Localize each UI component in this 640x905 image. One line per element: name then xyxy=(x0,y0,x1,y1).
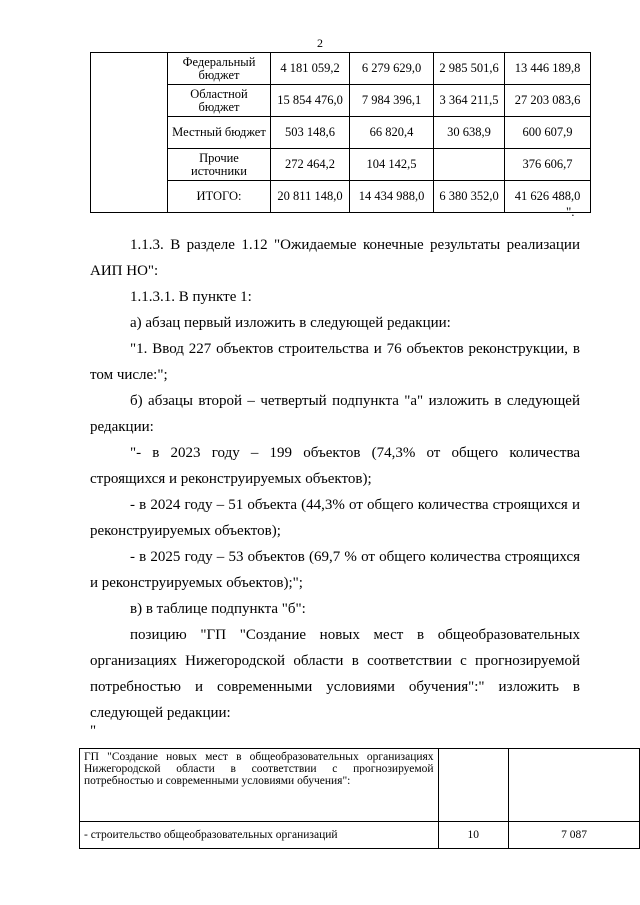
paragraph: а) абзац первый изложить в следующей редакции: xyxy=(130,315,451,331)
paragraph: - в 2024 году – 51 объекта (44,3% от общего количества строящихся и реконструируемых объектов); xyxy=(90,497,580,539)
table-row xyxy=(80,749,640,822)
value-cell: 30 638,9 xyxy=(434,117,505,149)
value-cell: 20 811 148,0 xyxy=(271,181,350,213)
value-cell: 272 464,2 xyxy=(271,149,350,181)
item-name-cell: - строительство общеобразовательных организаций xyxy=(80,822,439,849)
paragraph: "- в 2023 году – 199 объектов (74,3% от общего количества строящихся и реконструируемых объектов); xyxy=(90,445,580,487)
value-cell: 600 607,9 xyxy=(505,117,591,149)
value-cell: 41 626 488,0 xyxy=(505,181,591,213)
source-cell: Областной бюджет xyxy=(168,85,271,117)
value-cell: 66 820,4 xyxy=(350,117,434,149)
paragraph: 1.1.3.1. В пункте 1: xyxy=(130,289,252,305)
empty-cell xyxy=(509,749,640,822)
paragraph: в) в таблице подпункта "б": xyxy=(130,601,306,617)
program-name-cell: ГП "Создание новых мест в общеобразовательных организациях Нижегородской области в соответствии с прогнозируемой потребностью и современными условиями обучения": xyxy=(80,749,439,822)
amount-cell: 7 087 xyxy=(509,822,640,849)
opening-quote: " xyxy=(90,723,97,739)
paragraph: б) абзацы второй – четвертый подпункта "а" изложить в следующей редакции: xyxy=(90,393,580,435)
paragraph: позицию "ГП "Создание новых мест в общеобразовательных организациях Нижегородской области в соответствии с прогнозируемой потребностью и современными условиями обучения":" изложить в следующей редакции: xyxy=(90,627,580,721)
paragraph: 1.1.3. В разделе 1.12 "Ожидаемые конечные результаты реализации АИП НО": xyxy=(90,237,580,279)
value-cell: 14 434 988,0 xyxy=(350,181,434,213)
finance-table xyxy=(90,52,591,213)
paragraph: "1. Ввод 227 объектов строительства и 76 объектов реконструкции, в том числе:"; xyxy=(90,341,580,383)
value-cell: 6 279 629,0 xyxy=(350,53,434,85)
value-cell: 15 854 476,0 xyxy=(271,85,350,117)
value-cell: 7 984 396,1 xyxy=(350,85,434,117)
value-cell xyxy=(434,149,505,181)
value-cell: 13 446 189,8 xyxy=(505,53,591,85)
quantity-cell: 10 xyxy=(438,822,508,849)
value-cell: 503 148,6 xyxy=(271,117,350,149)
value-cell: 3 364 211,5 xyxy=(434,85,505,117)
value-cell: 2 985 501,6 xyxy=(434,53,505,85)
paragraph: - в 2025 году – 53 объектов (69,7 % от общего количества строящихся и реконструируемых объектов);"; xyxy=(90,549,580,591)
source-cell: ИТОГО: xyxy=(168,181,271,213)
source-cell: Прочие источники xyxy=(168,149,271,181)
source-cell: Федеральный бюджет xyxy=(168,53,271,85)
table-row xyxy=(80,822,640,849)
source-cell: Местный бюджет xyxy=(168,117,271,149)
empty-cell xyxy=(438,749,508,822)
blank-cell xyxy=(91,53,168,213)
value-cell: 4 181 059,2 xyxy=(271,53,350,85)
value-cell: 6 380 352,0 xyxy=(434,181,505,213)
closing-quote: ". xyxy=(566,204,575,219)
value-cell: 27 203 083,6 xyxy=(505,85,591,117)
value-cell: 104 142,5 xyxy=(350,149,434,181)
page-number: 2 xyxy=(317,36,323,50)
table-row xyxy=(91,53,591,85)
value-cell: 376 606,7 xyxy=(505,149,591,181)
position-table xyxy=(79,748,640,849)
